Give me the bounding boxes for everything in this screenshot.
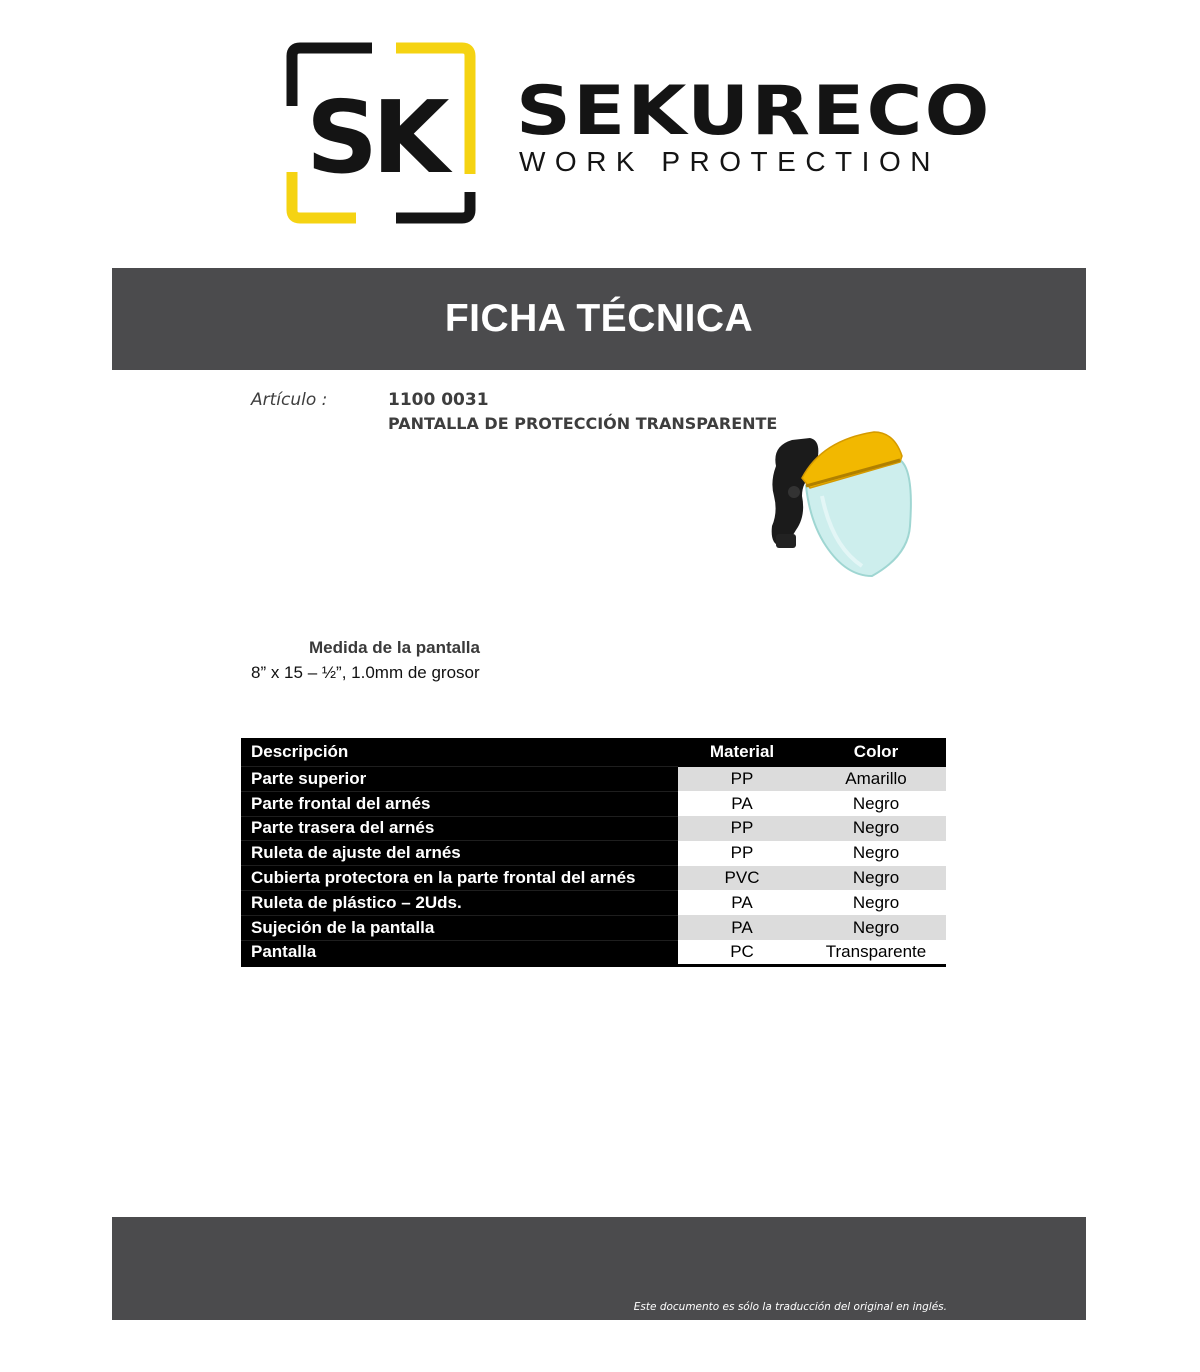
article-label: Artículo : xyxy=(251,390,328,410)
spec-table xyxy=(241,738,946,967)
row-color: Negro xyxy=(806,890,946,915)
brand-tagline: WORK PROTECTION xyxy=(519,146,940,177)
header-color: Color xyxy=(806,738,946,767)
row-description: Parte superior xyxy=(241,767,678,792)
row-color: Negro xyxy=(806,915,946,940)
table-row xyxy=(241,791,946,816)
row-material: PVC xyxy=(678,866,806,891)
row-material: PP xyxy=(678,841,806,866)
row-description: Parte trasera del arnés xyxy=(241,816,678,841)
row-material: PA xyxy=(678,915,806,940)
table-row xyxy=(241,866,946,891)
footer-note: Este documento es sólo la traducción del original en inglés. xyxy=(633,1301,947,1313)
row-description: Cubierta protectora en la parte frontal del arnés xyxy=(241,866,678,891)
table-row xyxy=(241,890,946,915)
row-color: Negro xyxy=(806,816,946,841)
article-name: PANTALLA DE PROTECCIÓN TRANSPARENTE xyxy=(388,414,778,433)
face-shield-image xyxy=(762,426,918,582)
row-description: Pantalla xyxy=(241,940,678,966)
row-description: Ruleta de plástico – 2Uds. xyxy=(241,890,678,915)
table-header-row xyxy=(241,738,946,767)
svg-text:SK: SK xyxy=(306,79,444,196)
header-material: Material xyxy=(678,738,806,767)
measure-value: 8” x 15 – ½”, 1.0mm de grosor xyxy=(251,663,480,682)
row-color: Transparente xyxy=(806,940,946,966)
page-title: FICHA TÉCNICA xyxy=(444,297,754,340)
sekureco-logo xyxy=(286,42,992,224)
article-code: 1100 0031 xyxy=(388,390,489,410)
row-color: Negro xyxy=(806,841,946,866)
table-row xyxy=(241,841,946,866)
brand-name: SEKURECO xyxy=(516,72,992,151)
row-color: Negro xyxy=(806,791,946,816)
header-description: Descripción xyxy=(241,738,678,767)
table-row xyxy=(241,940,946,966)
row-description: Parte frontal del arnés xyxy=(241,791,678,816)
row-description: Sujeción de la pantalla xyxy=(241,915,678,940)
sk-monogram-logo xyxy=(286,42,478,224)
row-description: Ruleta de ajuste del arnés xyxy=(241,841,678,866)
row-material: PC xyxy=(678,940,806,966)
row-material: PA xyxy=(678,890,806,915)
row-material: PA xyxy=(678,791,806,816)
row-color: Negro xyxy=(806,866,946,891)
table-row xyxy=(241,767,946,792)
footer-band xyxy=(112,1217,1086,1320)
title-band xyxy=(112,268,1086,370)
table-row xyxy=(241,816,946,841)
row-material: PP xyxy=(678,767,806,792)
row-color: Amarillo xyxy=(806,767,946,792)
table-row xyxy=(241,915,946,940)
row-material: PP xyxy=(678,816,806,841)
measure-title: Medida de la pantalla xyxy=(309,638,480,657)
